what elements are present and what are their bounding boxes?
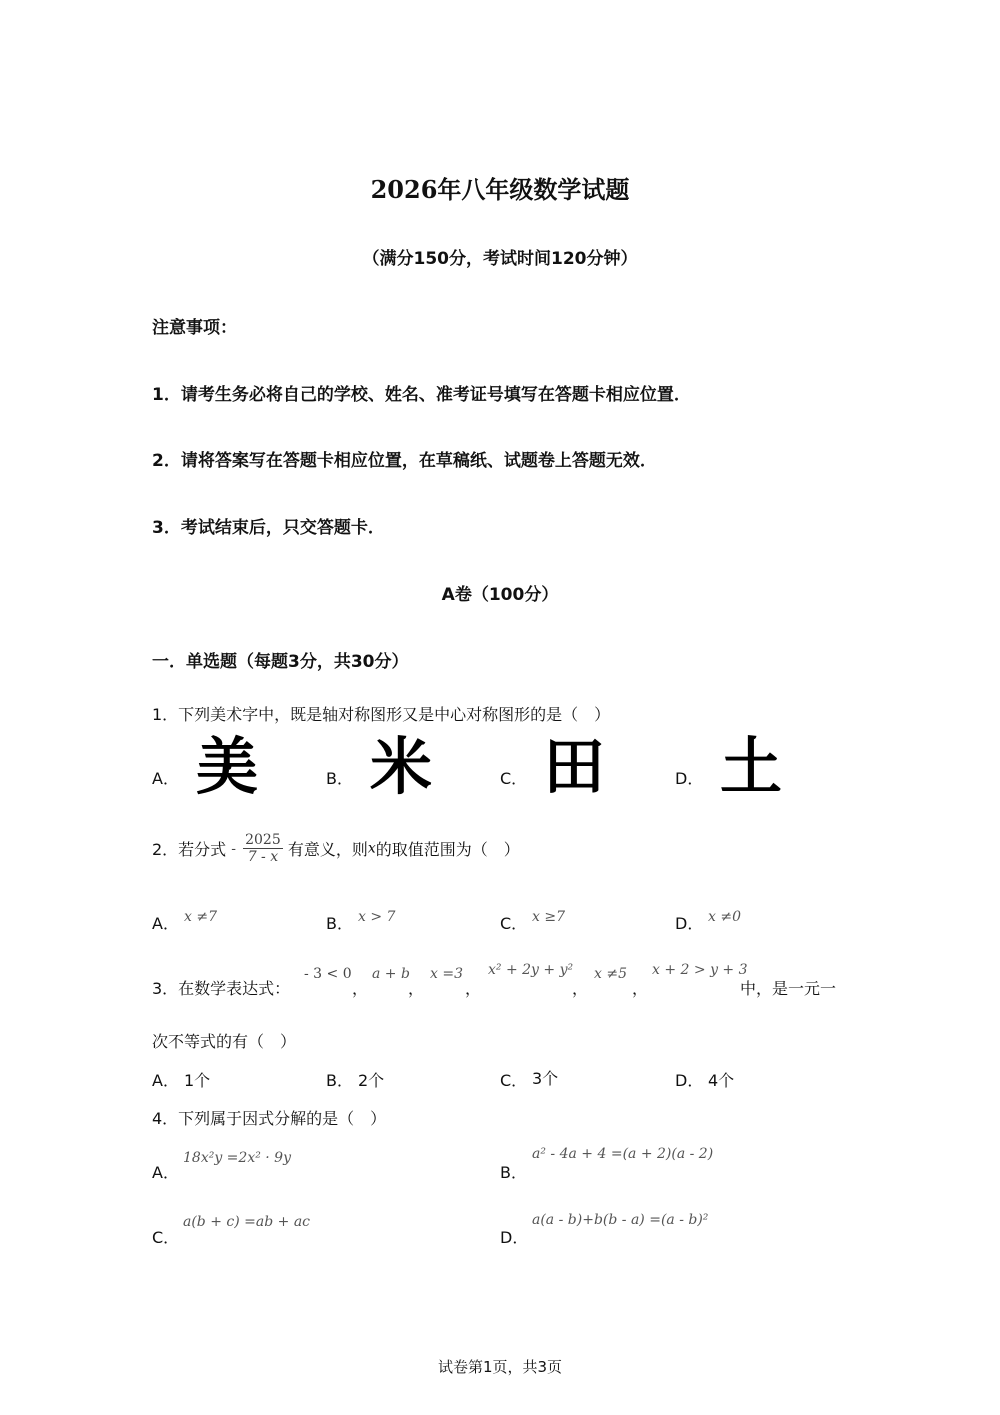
option-label: C． [500,914,528,933]
option-char: 田 [543,730,606,803]
option-label: D． [675,914,704,933]
separator: ， [632,979,649,998]
option-label: D． [500,1228,529,1247]
option-char: 米 [370,730,433,803]
fraction [243,832,283,865]
option-expr: x > 7 [358,909,396,925]
option-label: B． [326,1071,353,1090]
option-expr: a(b + c) =ab + ac [183,1214,311,1230]
fraction-denominator: 7 - x [247,849,279,865]
option-label: A． [152,914,179,933]
separator: ， [465,979,482,998]
variable: x [367,840,376,857]
option-text: 4个 [708,1071,735,1090]
question-3-stem-continued: 次不等式的有（ ） [152,1032,297,1051]
stem-text: 中，是一元一 [740,979,837,998]
question-4-stem: 4．下列属于因式分解的是（ ） [152,1109,387,1128]
option-label: C． [152,1228,180,1247]
page-footer: 试卷第1页，共3页 [437,1358,563,1376]
expression: x =3 [430,966,463,982]
option-expr: x ≠7 [184,909,217,925]
separator: ， [408,979,425,998]
option-text: 2个 [358,1071,385,1090]
option-label: B． [500,1163,527,1182]
notice-item: 2．请将答案写在答题卡相应位置，在草稿纸、试题卷上答题无效． [152,451,657,471]
fraction-numerator: 2025 [245,832,281,848]
option-char: 土 [720,730,783,803]
notice-item: 3．考试结束后，只交答题卡． [152,518,385,538]
stem-text: 2．若分式 [152,840,227,859]
option-expr: 18x²y =2x² · 9y [183,1150,291,1166]
expression: a + b [372,966,410,982]
option-text: 1个 [184,1071,211,1090]
expression: - 3 < 0 [304,966,352,982]
option-label: D． [675,1071,704,1090]
question-2-stem [152,832,520,865]
option-label: A． [152,769,179,788]
expression: x² + 2y + y² [488,962,574,978]
option-char: 美 [196,730,259,803]
option-label: A． [152,1071,179,1090]
part-heading: 一．单选题（每题3分，共30分） [152,652,409,672]
option-expr: x ≠0 [708,909,741,925]
separator: ， [352,979,369,998]
option-expr: a² - 4a + 4 =(a + 2)(a - 2) [532,1146,714,1162]
option-label: B． [326,914,353,933]
expression: x + 2 > y + 3 [652,962,748,978]
option-label: C． [500,769,528,788]
stem-text: 的取值范围为（ ） [375,840,520,859]
notice-item: 1．请考生务必将自己的学校、姓名、准考证号填写在答题卡相应位置． [152,385,691,405]
option-label: A． [152,1163,179,1182]
separator: ， [572,979,589,998]
option-label: D． [675,769,704,788]
option-label: B． [326,769,353,788]
page-title: 2026年八年级数学试题 [370,175,630,204]
expression: x ≠5 [594,966,627,982]
question-3-stem: 3．在数学表达式： [152,979,291,998]
section-heading: A卷（100分） [441,585,559,605]
option-label: C． [500,1071,528,1090]
notice-heading: 注意事项： [152,318,237,338]
minus-sign: - [231,840,237,857]
exam-info: （满分150分，考试时间120分钟） [362,249,638,269]
option-text: 3个 [532,1069,559,1088]
stem-text: 有意义，则 [287,840,368,859]
option-expr: a(a - b)+b(b - a) =(a - b)² [532,1212,709,1228]
option-expr: x ≥7 [532,909,565,925]
question-1-stem: 1．下列美术字中，既是轴对称图形又是中心对称图形的是（ ） [152,705,611,724]
